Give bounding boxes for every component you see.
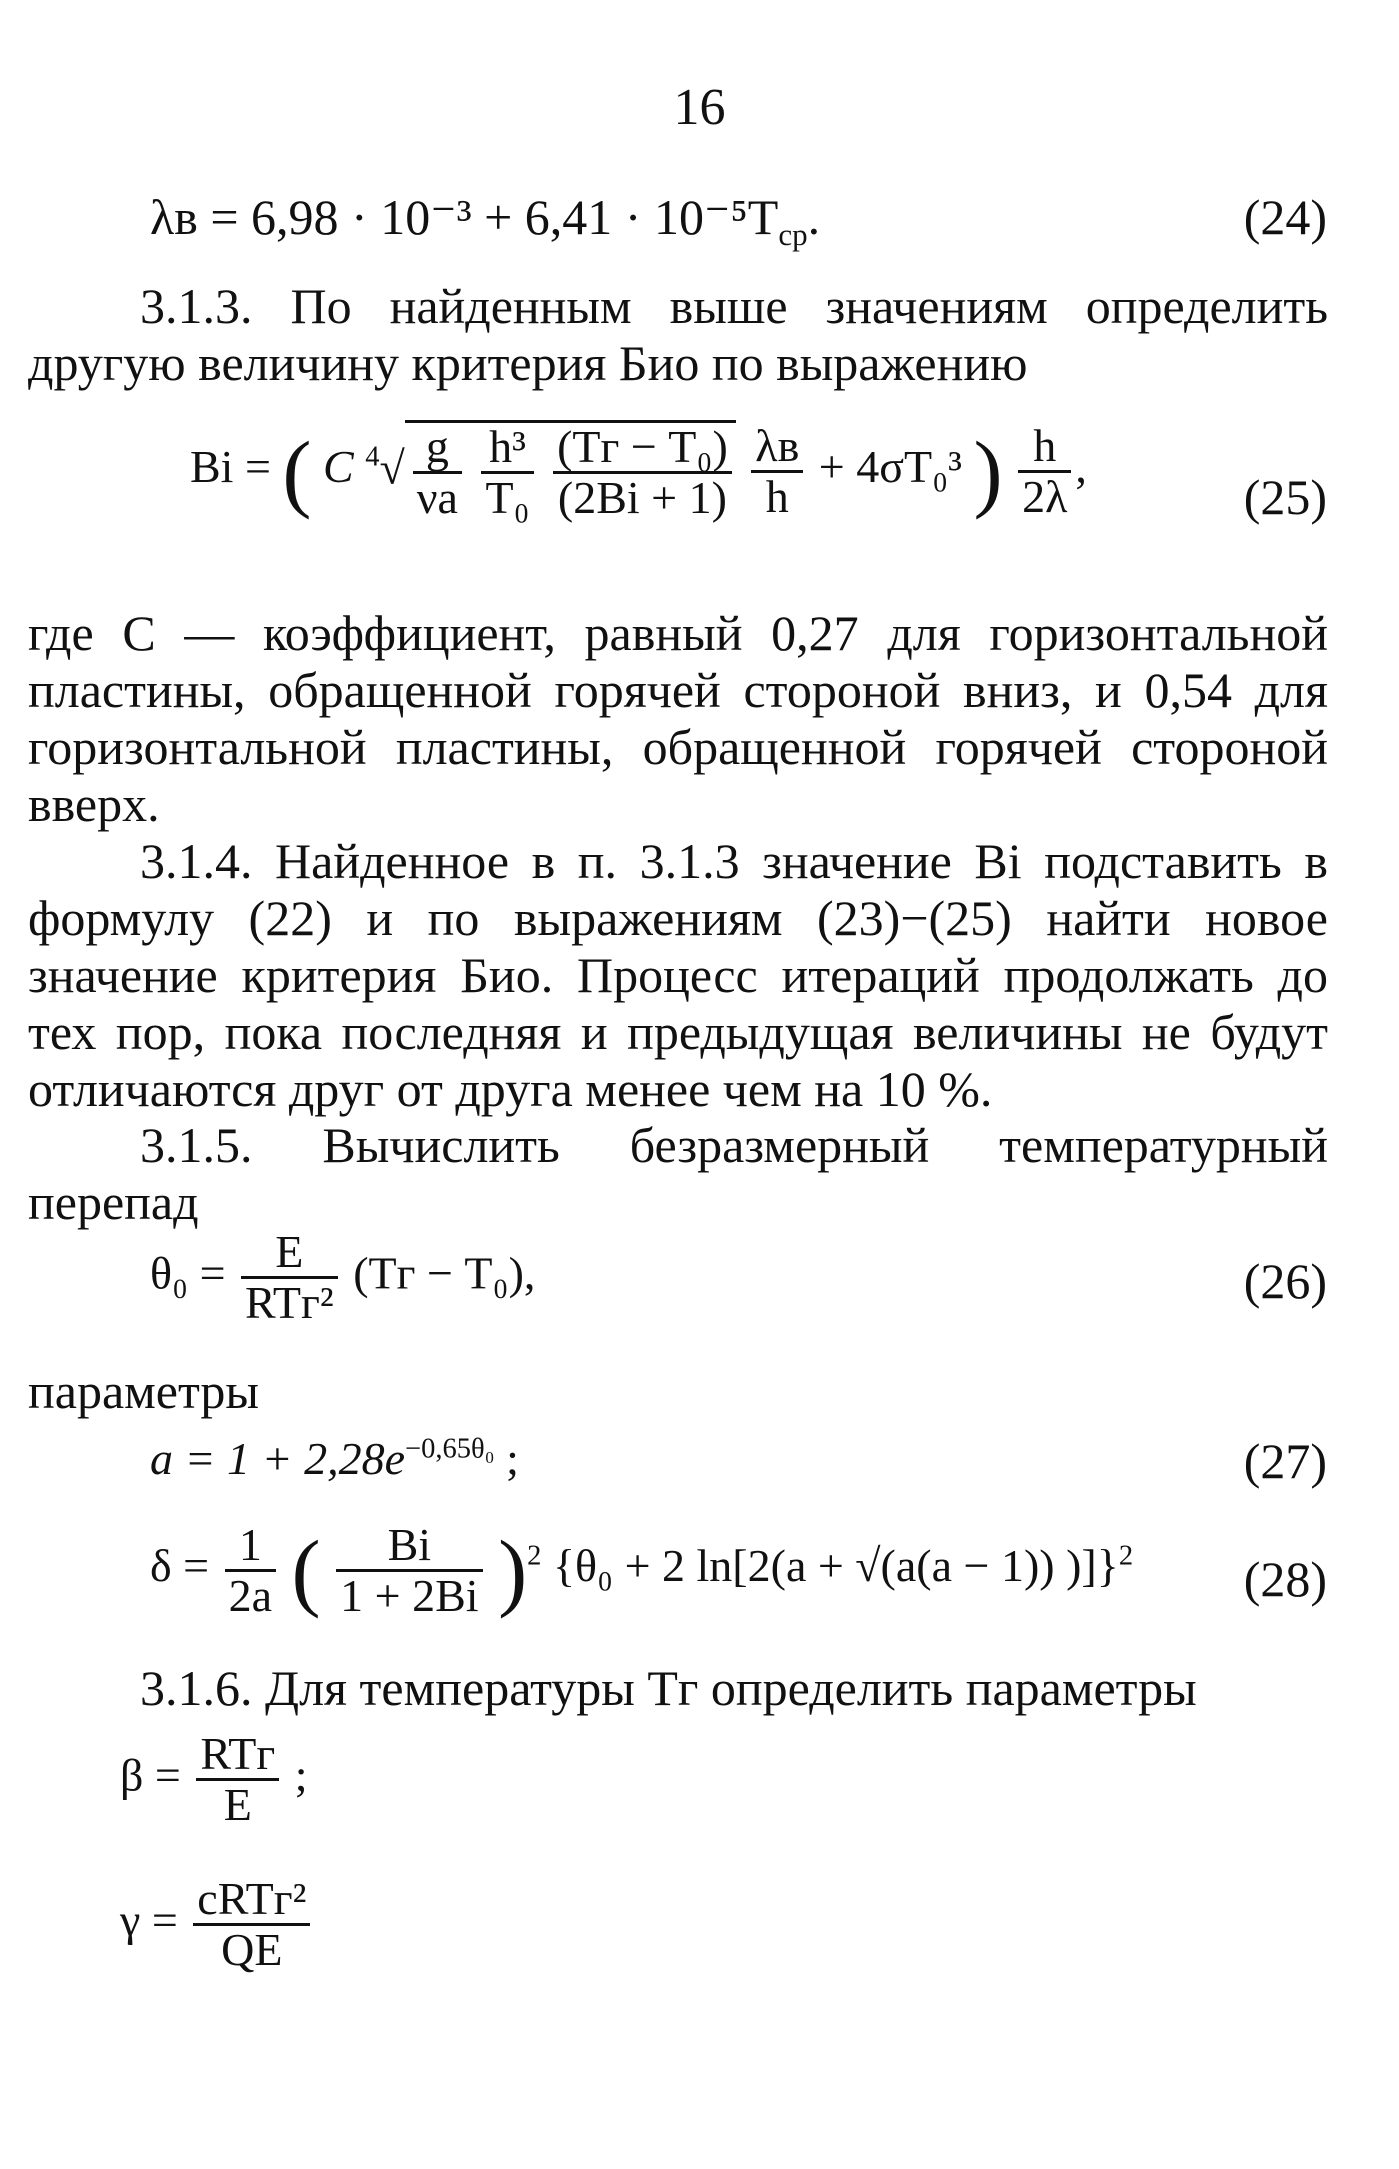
eq25-plus-term: + 4σT₀³: [818, 440, 962, 492]
equation-number-28: (28): [1243, 1551, 1327, 1607]
equation-beta: [120, 1730, 308, 1830]
paragraph-where-c: [28, 605, 1328, 833]
equation-number-25: (25): [1243, 469, 1327, 525]
eq26-frac: $\frac{E}{\text{RTг²}}$: [241, 1228, 338, 1328]
eq25-close-paren: ): [973, 422, 1003, 520]
gamma-lhs: γ =: [120, 1894, 178, 1946]
equation-number-27: (27): [1243, 1433, 1327, 1489]
paragraph-3-1-5-text: 3.1.5. Вычислить безразмерный температурный перепад: [28, 1117, 1328, 1230]
equation-25: [190, 420, 1087, 523]
page-number: 16: [673, 79, 726, 136]
beta-lhs: β =: [120, 1749, 181, 1801]
eq25-frac-lambda: $\frac{\lambda в}{h}$: [751, 422, 803, 522]
eq28-brace-body: {θ₀ + 2 ln[2(a + √(a(a − 1)) )]}: [552, 1540, 1119, 1592]
eq24-sub: ср: [778, 217, 808, 252]
paragraph-3-1-3: [28, 278, 1328, 392]
paragraph-3-1-6-text: 3.1.6. Для температуры Tг определить параметры: [140, 1660, 1197, 1716]
beta-tail: ;: [294, 1749, 308, 1801]
eq27-tail: ;: [506, 1433, 519, 1484]
eq24-rhs: = 6,98 · 10⁻³ + 6,41 · 10⁻⁵T: [210, 189, 779, 245]
equation-number-24: (24): [1243, 189, 1327, 245]
eq25-frac-g: $\frac{g}{\nu a}$: [413, 423, 462, 523]
eq28-open-paren: (: [291, 1522, 321, 1619]
eq28-frac-bi: $\frac{Bi}{1 + 2Bi}$: [336, 1521, 482, 1621]
eq28-frac-1: $\frac{1}{2a}$: [225, 1521, 276, 1621]
paragraph-3-1-5: [28, 1117, 1328, 1231]
eq25-open-paren: (: [282, 422, 312, 520]
paragraph-3-1-4: [28, 833, 1328, 1118]
eq25-frac-h3: $\frac{\text{h³}}{\text{T₀}}$: [481, 423, 533, 523]
eq24-tail: .: [807, 189, 821, 245]
eq28-square-2: 2: [1118, 1540, 1134, 1572]
paragraph-3-1-4-text: 3.1.4. Найденное в п. 3.1.3 значение Bi подставить в формулу (22) и по выражениям (23)−(25) найти новое значение критерия Био. Процесс итераций продолжать до тех пор, пока последняя и предыдущая величины не будут отличаются друг от друга менее чем на 10 %.: [28, 833, 1328, 1117]
equation-26: [150, 1228, 535, 1328]
eq26-lhs: θ₀ =: [150, 1247, 226, 1299]
paragraph-3-1-6: [28, 1660, 1328, 1717]
equation-28: [150, 1520, 1133, 1621]
eq28-close-paren: ): [498, 1522, 528, 1619]
eq25-frac-temp: $\frac{\text{(Tг − T₀)}}{(2Bi + 1)}$: [553, 423, 732, 523]
beta-frac: $\frac{\text{RTг}}{E}$: [196, 1730, 279, 1830]
paragraph-where-c-text: где C — коэффициент, равный 0,27 для горизонтальной пластины, обращенной горячей стороной вниз, и 0,54 для горизонтальной пластины, обращенной горячей стороной вверх.: [28, 605, 1328, 832]
equation-27: [150, 1432, 519, 1485]
eq24-lhs: λв: [150, 189, 198, 245]
equation-24: [150, 188, 1399, 253]
gamma-frac: $\frac{\text{cRTг²}}{QE}$: [193, 1875, 310, 1975]
equation-number-26: (26): [1243, 1253, 1327, 1309]
eq25-frac-h-lambda: $\frac{h}{2\lambda}$: [1018, 422, 1071, 522]
eq25-root-index: 4: [365, 441, 380, 473]
eq25-comma: ,: [1075, 440, 1087, 492]
eq28-square: 2: [527, 1540, 542, 1572]
eq27-text: a = 1 + 2,28e: [150, 1433, 405, 1484]
eq25-C: C: [323, 440, 354, 492]
eq26-rhs: (Tг − T₀),: [353, 1247, 536, 1299]
params-label: параметры: [28, 1363, 260, 1419]
eq28-lhs: δ =: [150, 1540, 210, 1592]
equation-gamma: [120, 1875, 314, 1975]
eq27-exp: −0,65θ₀: [405, 1433, 495, 1465]
eq25-lhs: Bi =: [190, 440, 271, 492]
paragraph-3-1-3-text: 3.1.3. По найденным выше значениям определить другую величину критерия Био по выражению: [28, 278, 1328, 391]
eq25-radical: √ $\frac{g}{\nu a}$ $\frac{\text{h³}}{\text{T₀}}$ $\frac{\text{(Tг − T₀)}}{(2Bi + 1)}$: [379, 420, 735, 523]
